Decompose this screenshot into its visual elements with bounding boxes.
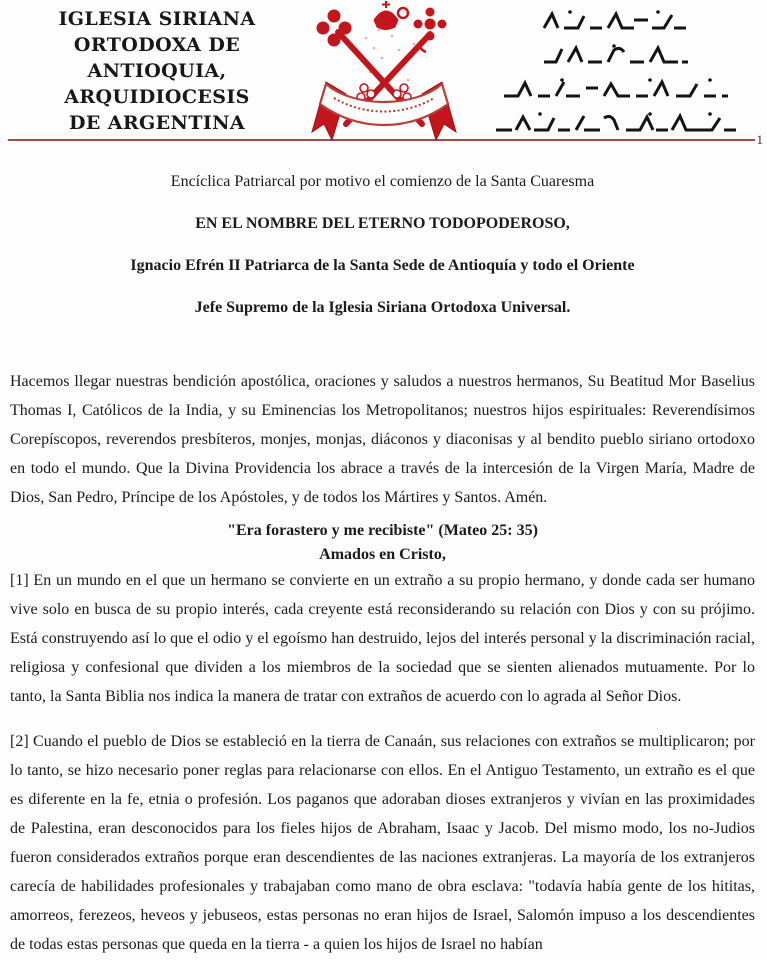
syriac-script-line <box>500 76 730 102</box>
letterhead <box>0 0 767 140</box>
patriarchal-emblem <box>300 0 468 140</box>
syriac-script-line <box>540 42 690 68</box>
church-name-line: ARQUIDIOCESIS <box>64 86 250 108</box>
paragraph-2: [2] Cuando el pueblo de Dios se estableció en la tierra de Canaán, sus relaciones con extraños se multiplicaron; por lo tanto, se hizo necesario poner reglas para relacionarse con ellos. En el Antiguo Testamento, un extraño es el que es diferente en la fe, etnia o profesión. Los paganos que adoraban dioses extranjeros y vivían en las proximidades de Palestina, eran desconocidos para los fieles hijos de Abraham, Isaac y Jacob. Del mismo modo, los no-Judios fueron considerados extraños porque eran descendientes de las naciones extranjeras. La mayoría de los extranjeros carecía de habilidades profesionales y trabajaban como mano de obra esclava: "todavía había gente de los hititas, amorreos, ferezeos, heveos y jebuseos, estas personas no eran hijos de Israel, Salomón impuso a los descendientes de todas estas personas que queda en la tierra - a quien los hijos de Israel no habían <box>10 733 755 953</box>
address-line: Amados en Cristo, <box>319 546 446 563</box>
syriac-script-line-3-icon <box>500 76 730 102</box>
heading-invocation: EN EL NOMBRE DEL ETERNO TODOPODEROSO, <box>195 215 570 232</box>
encyclical-body <box>0 173 767 959</box>
coat-of-arms-icon <box>304 0 464 150</box>
church-name-line: DE ARGENTINA <box>68 112 246 134</box>
church-name-line: IGLESIA SIRIANA <box>58 8 256 30</box>
syriac-script-line-1-icon <box>540 8 690 34</box>
scripture-quote: "Era forastero y me recibiste" (Mateo 25: 35) <box>227 522 538 539</box>
paragraph-1: [1] En un mundo en el que un hermano se convierte en un extraño a su propio hermano, y donde cada ser humano vive solo en busca de su propio interés, cada creyente está reconsiderando su relación con Dios y con su prójimo. Está construyendo así lo que el odio y el egoísmo han destruido, lejos del interés personal y la discriminación racial, religiosa y confesional que dividen a los miembros de la sociedad que se sienten alienados mutuamente. Por lo tanto, la Santa Biblia nos indica la manera de tratar con extraños de acuerdo con lo agrada al Señor Dios. <box>10 572 755 705</box>
salutation-paragraph: Hacemos llegar nuestras bendición apostólica, oraciones y saludos a nuestros hermanos, Su Beatitud Mor Baselius Thomas I, Católicos de la India, y su Eminencias los Metropolitanos; nuestros hijos espirituales: Reverendísimos Corepíscopos, reverendos presbíteros, monjes, monjas, diáconos y diaconisas y al bendito pueblo siriano ortodoxo en todo el mundo. Que la Divina Providencia los abrace a través de la intercesión de la Virgen María, Madre de Dios, San Pedro, Príncipe de los Apóstoles, y de todos los Mártires y Santos. Amén. <box>10 373 755 506</box>
syriac-title <box>468 0 761 136</box>
heading-patriarch: Ignacio Efrén II Patriarca de la Santa Sede de Antioquía y todo el Oriente <box>130 257 635 274</box>
syriac-script-line <box>540 8 690 34</box>
page-number: 1 <box>756 132 763 147</box>
church-name-line: ANTIOQUIA, <box>87 60 227 82</box>
heading-title: Jefe Supremo de la Iglesia Siriana Ortodoxa Universal. <box>194 299 571 316</box>
church-name-line: ORTODOXA DE <box>73 34 241 56</box>
document-subtitle: Encíclica Patriarcal por motivo el comienzo de la Santa Cuaresma <box>170 173 595 190</box>
church-name <box>14 0 300 136</box>
syriac-script-line-2-icon <box>540 42 690 68</box>
